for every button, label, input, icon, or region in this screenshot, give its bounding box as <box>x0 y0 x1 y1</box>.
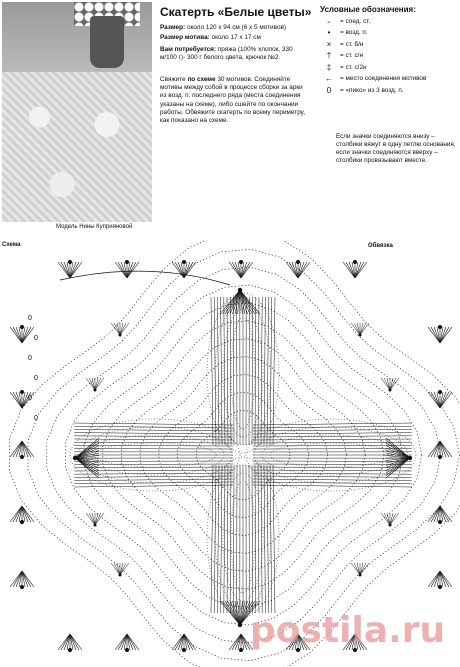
fan-stitch <box>64 634 70 650</box>
stitch-line <box>214 465 216 613</box>
fan-stitch <box>16 441 22 457</box>
legend-item <box>318 39 363 49</box>
fan-stitch <box>127 634 133 650</box>
stitch-line <box>267 297 269 445</box>
fan-dot <box>125 260 129 264</box>
stitch-line <box>255 297 256 445</box>
fan-stitch <box>440 441 446 457</box>
stitch-line <box>233 297 234 445</box>
fan-dot <box>68 260 72 264</box>
stitch-line <box>261 297 262 445</box>
stitch-line <box>221 297 222 445</box>
stitch-line <box>270 465 272 613</box>
stitch-line <box>273 465 275 613</box>
picot-mark: 0 <box>34 375 38 382</box>
legend-item <box>318 16 370 26</box>
size-line: Размер: около 120 х 94 см (6 х 5 мотивов) <box>160 24 287 31</box>
stitch-line <box>252 297 253 445</box>
stitch-line <box>264 465 265 613</box>
legend-item <box>318 85 404 95</box>
fan-dot <box>20 325 24 329</box>
fan-dot <box>353 260 357 264</box>
fan-stitch <box>355 262 361 278</box>
legend-label: = ст. б/н <box>340 40 364 48</box>
join-icon: ← <box>325 74 333 83</box>
ch-icon: • <box>327 28 331 37</box>
sc-icon: × <box>326 39 332 49</box>
fan-dot <box>182 648 186 652</box>
fan-stitch <box>184 634 190 650</box>
stitch-line <box>253 445 412 446</box>
fan-dot <box>20 455 24 459</box>
stitch-line <box>74 479 233 481</box>
motif-fan-dot <box>408 456 412 460</box>
fan-stitch <box>121 634 127 650</box>
small-motif-dot <box>94 524 97 527</box>
fan-dot <box>438 325 442 329</box>
schema-label: Схема <box>2 242 21 248</box>
fan-stitch <box>440 506 446 522</box>
stitch-line <box>214 297 216 445</box>
fan-stitch <box>178 262 184 278</box>
fan-stitch <box>434 392 440 408</box>
stitch-line <box>253 482 412 484</box>
ss-icon: ˶ <box>327 16 331 26</box>
legend-label: = соед. ст. <box>340 17 371 25</box>
small-motif-dot <box>119 334 122 337</box>
small-motif <box>95 513 101 525</box>
picot-mark: 0 <box>28 395 32 402</box>
motif-fan-dot <box>73 456 77 460</box>
stitch-line <box>221 465 222 613</box>
stitch-line <box>211 465 213 613</box>
picot-mark: 0 <box>34 335 38 342</box>
stitch-line <box>253 426 412 428</box>
small-motif <box>354 323 360 335</box>
stitch-line <box>253 433 412 434</box>
fan-stitch <box>235 262 241 278</box>
motif-fan-dot <box>238 623 242 627</box>
stitch-line <box>224 465 225 613</box>
fan-stitch <box>440 392 446 408</box>
small-motif-dot <box>119 574 122 577</box>
stitch-line <box>261 465 262 613</box>
fan-stitch <box>434 506 440 522</box>
dc-icon: † <box>326 51 332 60</box>
legend-label: = место соединения мотивов <box>340 75 427 82</box>
fan-stitch <box>178 634 184 650</box>
fan-dot <box>20 390 24 394</box>
fan-stitch <box>16 392 22 408</box>
small-motif <box>360 563 366 575</box>
small-motif <box>390 378 396 390</box>
fan-stitch <box>434 571 440 587</box>
small-motif <box>114 323 120 335</box>
legend-label: = ст. с/н <box>340 52 363 59</box>
stitch-line <box>74 433 233 434</box>
stitch-line <box>253 429 412 431</box>
small-motif <box>384 513 390 525</box>
fan-stitch <box>16 506 22 522</box>
fan-stitch <box>22 506 28 522</box>
small-motif <box>384 378 390 390</box>
stitch-line <box>258 297 259 445</box>
legend-label: = «пико» из 3 возд. п. <box>340 86 404 94</box>
border-label: Обвязка <box>368 243 393 249</box>
fan-stitch <box>22 571 28 587</box>
small-motif <box>354 563 360 575</box>
small-motif <box>89 513 95 525</box>
fan-stitch <box>235 634 241 650</box>
fan-stitch <box>16 327 22 343</box>
stitch-line <box>255 465 256 613</box>
fan-stitch <box>440 327 446 343</box>
stitch-line <box>74 423 233 425</box>
stitch-line <box>252 465 253 613</box>
fan-stitch <box>434 327 440 343</box>
stitch-line <box>267 465 269 613</box>
small-motif <box>120 323 126 335</box>
stitch-line <box>253 442 412 443</box>
fan-dot <box>182 260 186 264</box>
motif-fan-dot <box>238 288 242 292</box>
fan-stitch <box>292 262 298 278</box>
photo-caption: Модель Нины Куприяновой <box>56 224 133 230</box>
fan-dot <box>438 390 442 394</box>
stitch-line <box>264 297 265 445</box>
stitch-line <box>253 423 412 425</box>
materials-line: Вам потребуется: пряжа (100% хлопок, 330 м/100 г)- 300 г белого цвета, крючок №2. <box>160 46 293 62</box>
fan-dot <box>438 520 442 524</box>
fan-dot <box>239 260 243 264</box>
fan-stitch <box>241 262 247 278</box>
fan-stitch <box>22 327 28 343</box>
fan-stitch <box>22 441 28 457</box>
stitch-line <box>230 297 231 445</box>
stitch-line <box>227 297 228 445</box>
stitch-line <box>74 485 233 487</box>
stitch-line <box>74 436 233 437</box>
crochet-chart <box>0 240 460 667</box>
fan-dot <box>20 585 24 589</box>
stitch-line <box>74 482 233 484</box>
small-motif <box>95 378 101 390</box>
legend-label: = ст. с/2н <box>340 63 367 71</box>
small-motif-dot <box>389 389 392 392</box>
fan-dot <box>438 585 442 589</box>
stitch-line <box>227 465 228 613</box>
stitch-line <box>74 442 233 443</box>
fan-dot <box>239 648 243 652</box>
stitch-line <box>74 464 233 465</box>
picot-mark: 0 <box>34 415 38 422</box>
stitch-line <box>253 485 412 487</box>
stitch-line <box>74 439 233 440</box>
stitch-line <box>270 297 272 445</box>
legend-item <box>318 51 363 61</box>
legend-item <box>318 74 426 84</box>
fan-dot <box>296 260 300 264</box>
motif-line: Размер мотива: около 17 х 17 см <box>160 34 261 41</box>
legend-item <box>318 28 368 38</box>
fan-stitch <box>127 262 133 278</box>
tr-icon: ‡ <box>326 62 332 72</box>
fan-dot <box>68 648 72 652</box>
fan-stitch <box>70 634 76 650</box>
picot-mark: 0 <box>28 315 32 322</box>
stitch-line <box>224 297 225 445</box>
page-title: Скатерть «Белые цветы» <box>160 5 312 19</box>
legend-note: Если значки соединяются внизу – столбики вяжут в одну петлю основания, если значки соединяются вверху – столбики провязывают вместе. <box>336 133 456 164</box>
stitch-line <box>74 473 233 474</box>
fan-stitch <box>349 262 355 278</box>
legend-title: Условные обозначения: <box>320 5 416 14</box>
stitch-line <box>74 429 233 431</box>
border-arc <box>60 271 230 285</box>
vase-image <box>90 16 124 68</box>
fan-dot <box>20 520 24 524</box>
picot-mark: 0 <box>28 355 32 362</box>
tablecloth-photo <box>2 2 152 222</box>
cloth-texture <box>2 72 152 222</box>
small-motif-dot <box>359 334 362 337</box>
stitch-line <box>217 465 219 613</box>
stitch-line <box>273 297 275 445</box>
stitch-line <box>258 465 259 613</box>
fan-dot <box>125 648 129 652</box>
fan-stitch <box>70 262 76 278</box>
small-motif-dot <box>389 524 392 527</box>
stitch-line <box>253 464 412 465</box>
legend-label: = возд. п. <box>340 29 368 36</box>
small-motif <box>89 378 95 390</box>
small-motif <box>120 563 126 575</box>
small-motif-dot <box>94 389 97 392</box>
stitch-line <box>211 297 213 445</box>
fan-dot <box>438 455 442 459</box>
small-motif <box>390 513 396 525</box>
motif-fan <box>220 290 240 314</box>
stitch-line <box>253 436 412 437</box>
small-motif-dot <box>359 574 362 577</box>
picot-icon: 0 <box>326 85 332 95</box>
fan-stitch <box>64 262 70 278</box>
watermark: postila.ru <box>250 610 446 651</box>
stitch-line <box>253 470 412 471</box>
legend-item <box>318 62 367 72</box>
fan-stitch <box>121 262 127 278</box>
fan-stitch <box>434 441 440 457</box>
stitch-line <box>233 465 234 613</box>
small-motif <box>360 323 366 335</box>
fan-stitch <box>440 571 446 587</box>
stitch-line <box>253 479 412 481</box>
fan-stitch <box>16 571 22 587</box>
instructions-text: Свяжите по схеме 30 мотивов. Соединяйте мотивы между собой в процессе сборки за арки из возд. п. последнего ряда (места соединения указаны на схеме), либо сшейте по окончании работы. Обвяжите скатерть по всему периметру, как показано на схеме. <box>160 76 306 125</box>
stitch-line <box>217 297 219 445</box>
